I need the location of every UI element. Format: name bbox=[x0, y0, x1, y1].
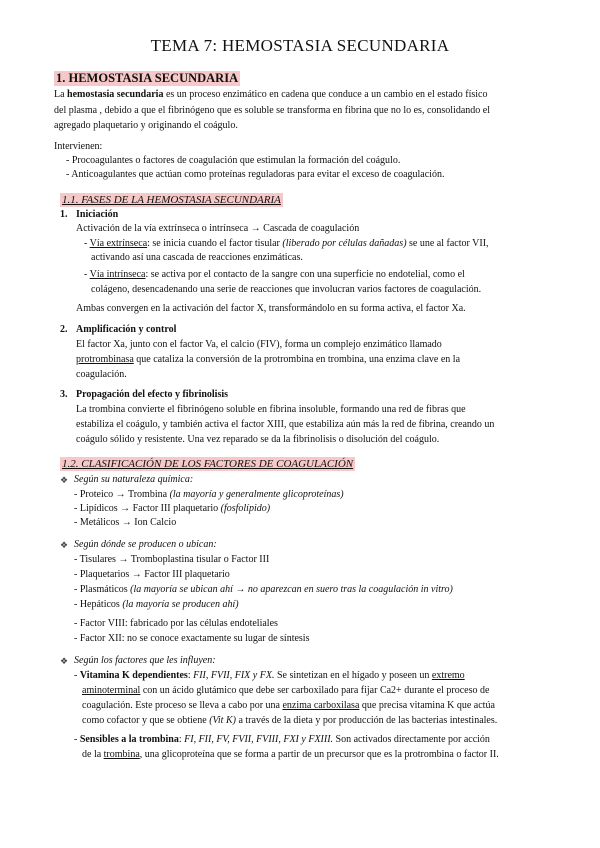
vitamina-k-text-1: Se sintetizan en el hígado y poseen un bbox=[274, 670, 432, 681]
sensibles-label: Sensibles a la trombina bbox=[79, 734, 179, 745]
phase-2-line-1: El factor Xa, junto con el factor Va, el calcio (FIV), forma un complejo enzimático llamado bbox=[76, 339, 442, 350]
phase-3-line-1: La trombina convierte el fibrinógeno soluble en fibrina insoluble, formando una red de fibras que bbox=[76, 404, 466, 415]
group-2-item-3-text: - Plasmáticos bbox=[74, 584, 131, 595]
section-heading-1-1: 1.1. FASES DE LA HEMOSTASIA SECUNDARIA bbox=[62, 194, 281, 206]
phase-2-title: Amplificación y control bbox=[76, 324, 177, 335]
vitamina-k-line-1 bbox=[74, 669, 465, 683]
vitamina-k-line-4 bbox=[82, 714, 497, 728]
vitamina-k-italic: (Vit K) bbox=[209, 715, 236, 726]
via-extrinseca-text-2: se une al factor VII, bbox=[406, 238, 489, 249]
diamond-bullet-icon: ❖ bbox=[60, 540, 69, 550]
group-1-item-2-text: - Lipídicos → Factor III plaquetario bbox=[74, 503, 221, 514]
phase-3-number: 3. bbox=[60, 389, 68, 400]
vitamina-k-line-3 bbox=[82, 699, 495, 713]
group-2-item-4-italic: (la mayoría se producen ahí) bbox=[122, 599, 239, 610]
group-2-title: Según dónde se producen o ubican: bbox=[74, 539, 217, 550]
diamond-bullet-icon: ❖ bbox=[60, 475, 69, 485]
sensibles-trombina-line-1 bbox=[74, 733, 490, 747]
intro-line-1 bbox=[54, 88, 488, 102]
via-intrinseca-line-1: - Vía intrínseca: se activa por el contacto de la sangre con una superficie no endotelial, como el bbox=[84, 269, 465, 280]
vitamina-k-text-4-rest: a través de la dieta y por producción de las bacterias intestinales. bbox=[235, 715, 498, 726]
group-2-item-5: - Factor VIII: fabricado por las células endoteliales bbox=[74, 618, 278, 629]
group-3-title: Según los factores que les influyen: bbox=[74, 655, 216, 666]
via-intrinseca-text: : se activa por el contacto de la sangre con una superficie no endotelial, como el bbox=[145, 269, 465, 280]
intervienen-item-1: - Procoagulantes o factores de coagulación que estimulan la formación del coágulo. bbox=[66, 155, 401, 166]
group-2-item-3-italic: (la mayoría se ubican ahí → no aparezcan en suero tras la coagulación in vitro) bbox=[130, 584, 453, 595]
via-intrinseca-label: Vía intrínseca bbox=[89, 269, 146, 280]
intro-term: hemostasia secundaria bbox=[67, 89, 164, 100]
group-2-item-2: - Plaquetarios → Factor III plaquetario bbox=[74, 569, 230, 580]
intro-line-3: agregado plaquetario y originando el coágulo. bbox=[54, 120, 238, 131]
group-2-item-4 bbox=[74, 598, 239, 612]
aminoterminal-term: aminoterminal bbox=[82, 685, 141, 696]
group-1-item-1-italic: (la mayoría y generalmente glicoproteínas) bbox=[169, 489, 344, 500]
group-2-item-1: - Tisulares → Tromboplastina tisular o Factor III bbox=[74, 554, 270, 565]
extremo-term: extremo bbox=[431, 670, 465, 681]
phase-3-line-3: coágulo sólido y resistente. Una vez reparado se da la fibrinolisis o disolución del coágulo. bbox=[76, 434, 440, 445]
page-title: TEMA 7: HEMOSTASIA SECUNDARIA bbox=[150, 36, 450, 55]
group-2-item-6: - Factor XII: no se conoce exactamente su lugar de síntesis bbox=[74, 633, 310, 644]
phase-2-line-2-rest: que cataliza la conversión de la protrombina en trombina, una enzima clave en la bbox=[133, 354, 461, 365]
phase-2-number: 2. bbox=[60, 324, 68, 335]
diamond-bullet-icon: ❖ bbox=[60, 656, 69, 666]
sensibles-text-2: de la bbox=[82, 749, 104, 760]
phase-1-line: Activación de la vía extrínseca o intrínseca → Cascada de coagulación bbox=[76, 223, 360, 234]
intro-line-2: del plasma , debido a que el fibrinógeno que es soluble se transforma en fibrina que no lo es, consolidando el bbox=[54, 105, 490, 116]
vitamina-k-colon: : bbox=[187, 670, 194, 681]
section-heading-1: 1. HEMOSTASIA SECUNDARIA bbox=[56, 71, 239, 85]
vitamina-k-label: Vitamina K dependientes bbox=[79, 670, 188, 681]
vitamina-k-text-3: coagulación. Este proceso se lleva a cabo por una bbox=[82, 700, 283, 711]
vitamina-k-dash: - bbox=[74, 670, 80, 681]
phase-3-line-2: estabiliza el coágulo, y también activa el factor XIII, que estabiliza aún más la red de fibrina, creando un bbox=[76, 419, 495, 430]
sensibles-factors: FI, FII, FV, FVII, FVIII, FXI y FXIII. bbox=[184, 734, 334, 745]
vitamina-k-text-3-rest: que precisa vitamina K que actúa bbox=[359, 700, 495, 711]
vitamina-k-text-4: como cofactor y que se obtiene bbox=[82, 715, 210, 726]
converge-line: Ambas convergen en la activación del factor X, transformándolo en su forma activa, el factor Xa. bbox=[76, 303, 466, 314]
vitamina-k-text-2: con un ácido glutámico que debe ser carboxilado para fijar Ca2+ durante el proceso de bbox=[140, 685, 490, 696]
group-2-item-4-text: - Hepáticos bbox=[74, 599, 123, 610]
section-heading-1-2: 1.2. CLASIFICACIÓN DE LOS FACTORES DE COAGULACIÓN bbox=[62, 458, 354, 470]
phase-1-title: Iniciación bbox=[76, 209, 119, 220]
group-1-item-3: - Metálicos → Ion Calcio bbox=[74, 517, 177, 528]
group-1-item-2-italic: (fosfolípido) bbox=[220, 503, 271, 514]
group-1-item-2 bbox=[74, 502, 270, 516]
intervienen-label: Intervienen: bbox=[54, 141, 103, 152]
via-intrinseca-line-2: colágeno, desencadenando una serie de reacciones que involucran varios factores de coagulación. bbox=[91, 284, 482, 295]
intro-line1-rest: es un proceso enzimático en cadena que conduce a un cambio en el estado físico bbox=[163, 89, 488, 100]
via-extrinseca-line-1: - Vía extrínseca: se inicia cuando el factor tisular (liberado por células dañadas) se une al factor VII, bbox=[84, 238, 489, 249]
sensibles-text-2-rest: , una glicoproteína que se forma a partir de un precursor que es la protrombina o factor II. bbox=[139, 749, 499, 760]
via-extrinseca-text: : se inicia cuando el factor tisular bbox=[147, 238, 283, 249]
vitamina-k-factors: FII, FVII, FIX y FX. bbox=[193, 670, 275, 681]
phase-2-line-2 bbox=[76, 353, 460, 367]
group-2-item-3 bbox=[74, 583, 453, 597]
intervienen-item-2: - Anticoagulantes que actúan como proteínas reguladoras para evitar el exceso de coagulación. bbox=[66, 169, 445, 180]
via-extrinseca-line-2: activando así una cascada de reacciones enzimáticas. bbox=[91, 252, 303, 263]
trombina-term: trombina bbox=[103, 749, 140, 760]
sensibles-text-1: Son activados directamente por acción bbox=[333, 734, 490, 745]
phase-2-line-3: coagulación. bbox=[76, 369, 127, 380]
sensibles-trombina-line-2 bbox=[82, 748, 499, 762]
sensibles-colon: : bbox=[178, 734, 185, 745]
phase-1-number: 1. bbox=[60, 209, 68, 220]
group-1-item-1-text: - Proteico → Trombina bbox=[74, 489, 170, 500]
sensibles-dash: - bbox=[74, 734, 80, 745]
protrombinasa-term: protrombinasa bbox=[76, 354, 134, 365]
group-1-item-1 bbox=[74, 488, 344, 502]
enzima-carboxilasa-term: enzima carboxilasa bbox=[282, 700, 360, 711]
via-extrinseca-italic: (liberado por células dañadas) bbox=[282, 238, 407, 249]
phase-3-title: Propagación del efecto y fibrinolisis bbox=[76, 389, 229, 400]
vitamina-k-line-2 bbox=[82, 684, 489, 698]
intro-lead: La bbox=[54, 89, 68, 100]
group-1-title: Según su naturaleza química: bbox=[74, 474, 194, 485]
via-extrinseca-label: Vía extrínseca bbox=[89, 238, 148, 249]
